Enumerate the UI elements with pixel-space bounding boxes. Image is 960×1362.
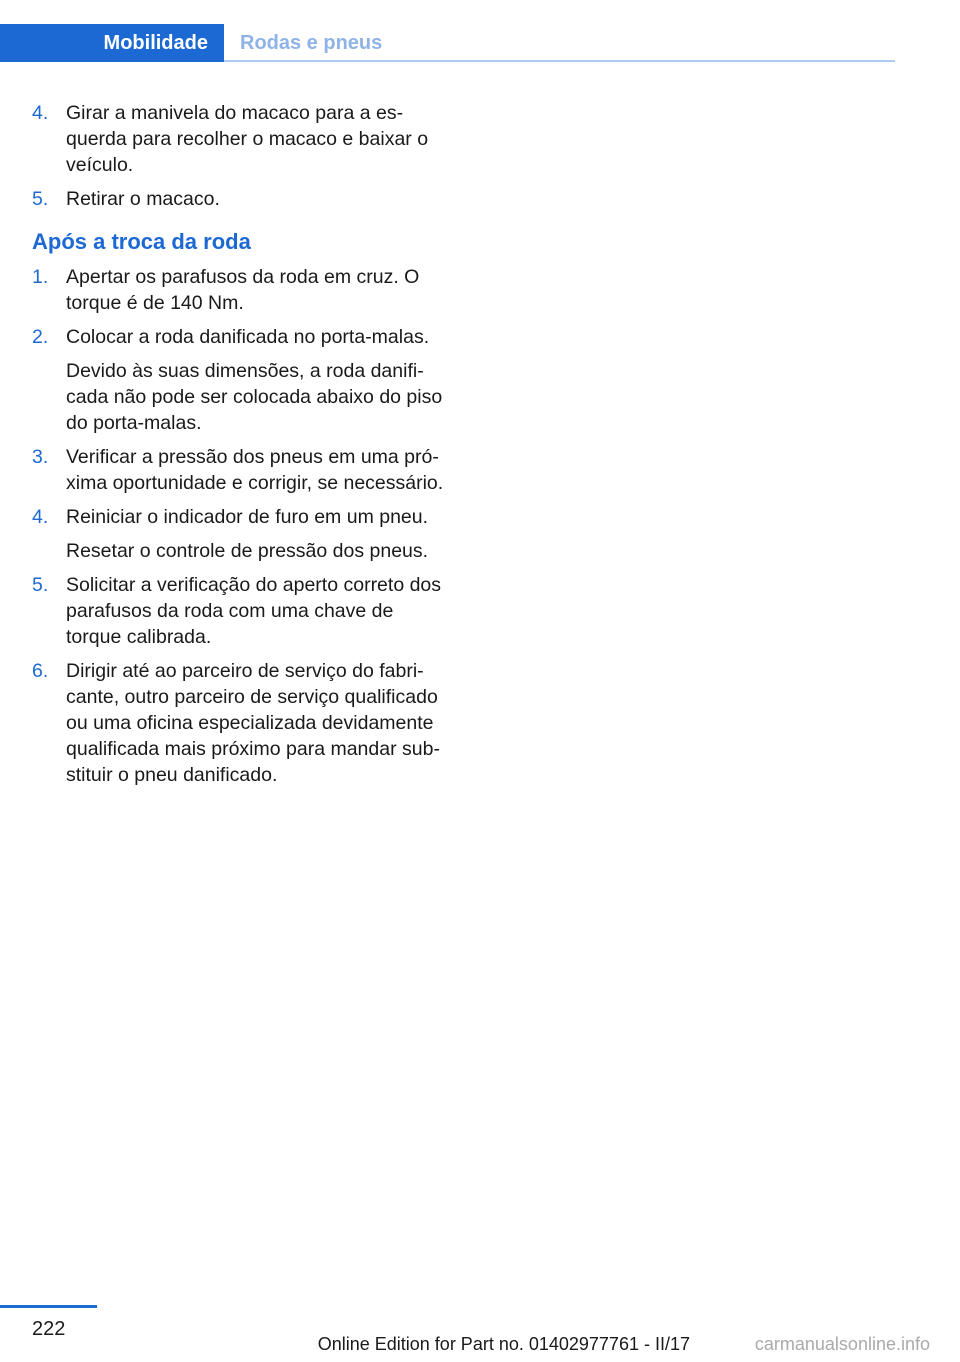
step-number: 4.	[32, 506, 49, 528]
watermark: carmanualsonline.info	[754, 1334, 930, 1354]
header-divider	[0, 60, 895, 62]
step-text: Girar a manivela do macaco para a esquerda para recolher o macaco e baixar o veículo.	[66, 102, 429, 176]
edition-note: Online Edition for Part no. 01402977761 - II/17	[317, 1334, 690, 1354]
step-text: Verificar a pressão dos pneus em uma próxima oportunidade e corrigir, se necessário.	[66, 446, 444, 494]
page-content	[32, 100, 450, 796]
list-item	[32, 658, 450, 788]
section-heading: Após a troca da roda	[32, 229, 251, 254]
list-item	[32, 572, 450, 650]
step-text: Apertar os parafusos da roda em cruz. O torque é de 140 Nm.	[66, 266, 420, 314]
steps-list-after-wheel-change	[32, 264, 450, 788]
step-number: 5.	[32, 188, 49, 210]
list-item	[32, 264, 450, 316]
step-number: 3.	[32, 446, 49, 468]
chapter-tab: Mobilidade	[0, 24, 224, 62]
step-number: 5.	[32, 574, 49, 596]
step-number: 6.	[32, 660, 49, 682]
step-number: 2.	[32, 326, 49, 348]
list-item	[32, 504, 450, 564]
footer-divider	[0, 1305, 97, 1308]
list-item	[32, 100, 450, 178]
list-item	[32, 324, 450, 436]
page-header	[0, 0, 895, 62]
section-tab: Rodas e pneus	[240, 31, 383, 54]
step-text: Reiniciar o indicador de furo em um pneu.	[66, 506, 429, 528]
step-number: 1.	[32, 266, 49, 288]
step-text: Dirigir até ao parceiro de serviço do fabricante, outro parceiro de serviço qualificado ou uma oficina especializada devidamente qualificada mais próximo para mandar substituir o pneu danificado.	[66, 660, 440, 786]
step-text: Resetar o controle de pressão dos pneus.	[66, 540, 429, 562]
step-text: Retirar o macaco.	[66, 188, 220, 210]
step-text: Devido às suas dimensões, a roda danificada não pode ser colocada abaixo do piso do porta-malas.	[66, 360, 443, 434]
step-text: Colocar a roda danificada no porta-malas.	[66, 326, 430, 348]
step-number: 4.	[32, 102, 49, 124]
steps-list-continued	[32, 100, 450, 212]
page-number: 222	[32, 1318, 66, 1340]
step-text: Solicitar a verificação do aperto correto dos parafusos da roda com uma chave de torque calibrada.	[66, 574, 442, 648]
list-item	[32, 186, 450, 212]
list-item	[32, 444, 450, 496]
